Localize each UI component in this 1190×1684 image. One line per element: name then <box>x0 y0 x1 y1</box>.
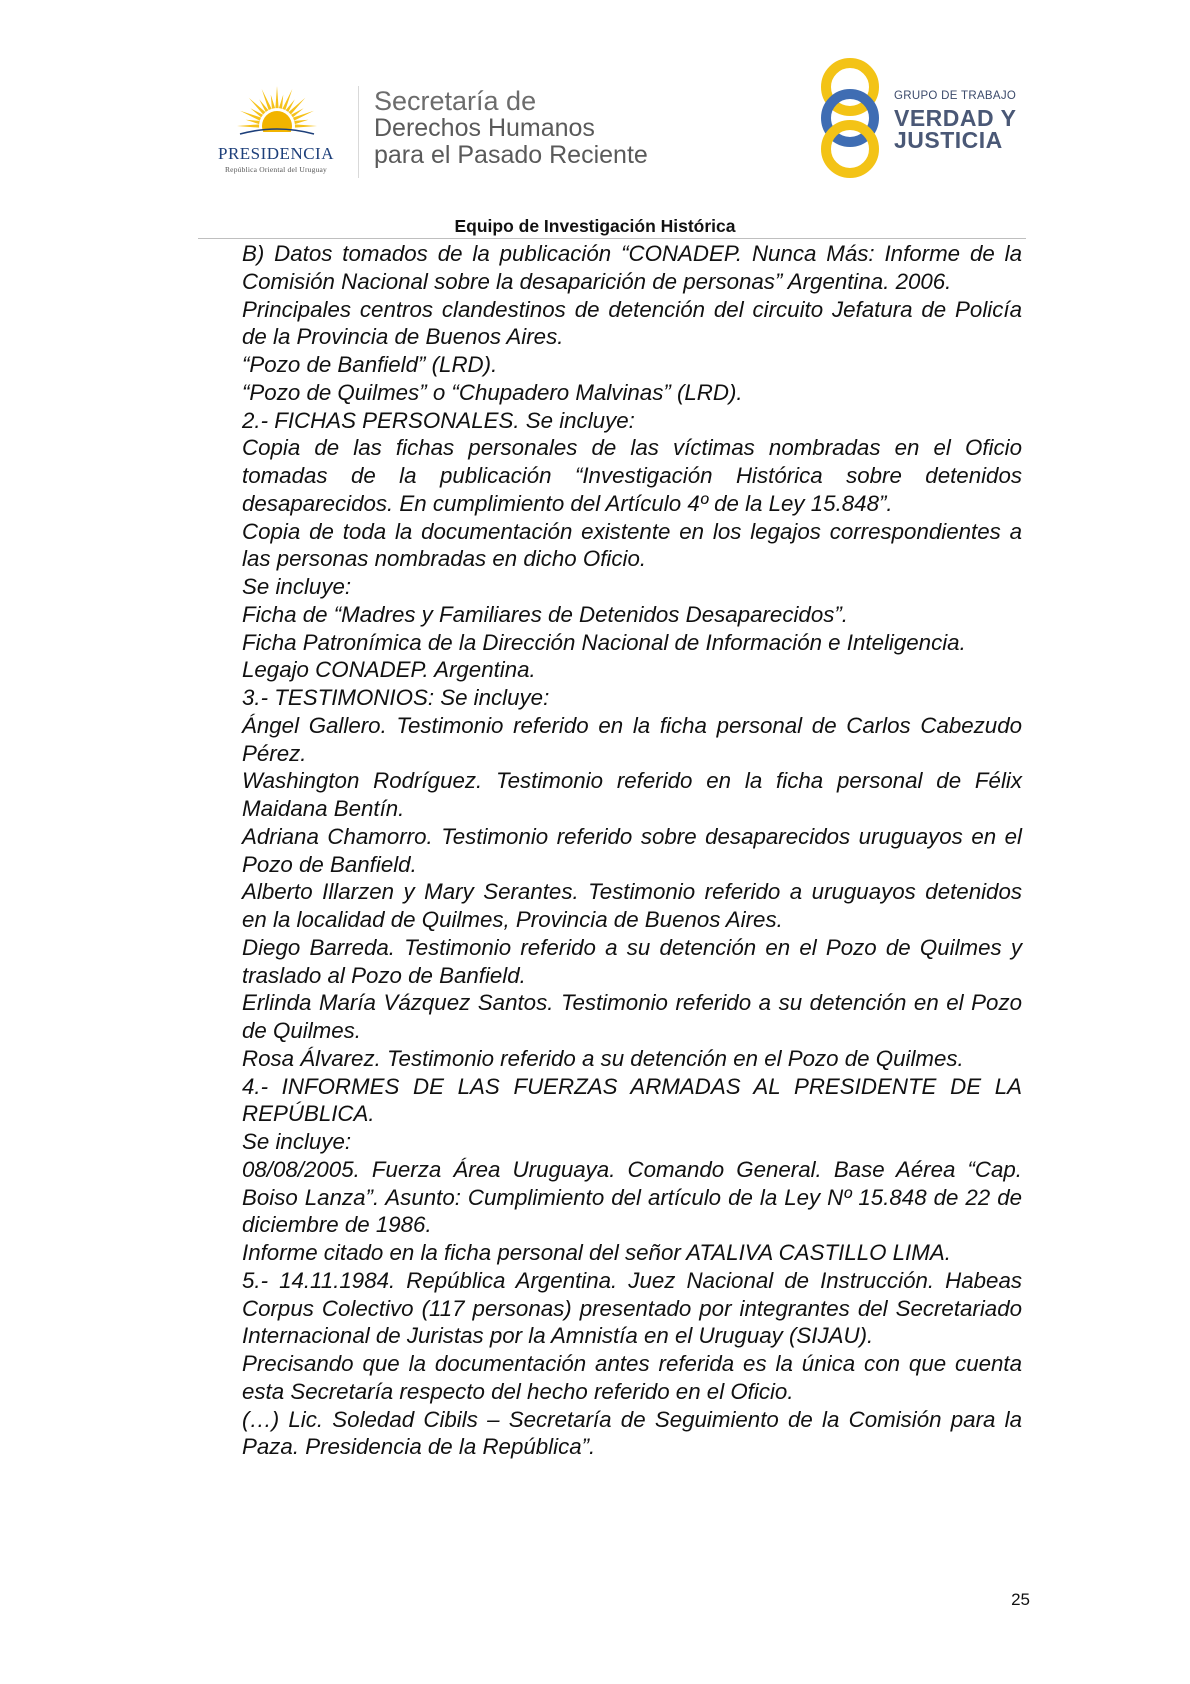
paragraph: 2.- FICHAS PERSONALES. Se incluye: <box>242 407 635 433</box>
paragraph: 08/08/2005. Fuerza Área Uruguaya. Comando General. Base Aérea “Cap. Boiso Lanza”. Asunto: Cumplimiento del artículo de la Ley Nº 15.848 de 22 de diciembre de 1986. <box>242 1156 1022 1238</box>
paragraph: Alberto Illarzen y Mary Serantes. Testimonio referido a uruguayos detenidos en la localidad de Quilmes, Provincia de Buenos Aires. <box>242 879 1022 932</box>
header-divider <box>358 86 359 178</box>
paragraph: B) Datos tomados de la publicación “CONADEP. Nunca Más: Informe de la Comisión Nacional sobre la desaparición de personas” Argentina. 2006. <box>242 241 1022 294</box>
sun-ray <box>294 120 308 124</box>
paragraph: 5.- 14.11.1984. República Argentina. Juez Nacional de Instrucción. Habeas Corpus Colectivo (117 personas) presentado por integrantes del Secretariado Internacional de Juristas por la Amnistía en el Uruguay (SIJAU). <box>242 1267 1022 1349</box>
paragraph: Ángel Gallero. Testimonio referido en la ficha personal de Carlos Cabezudo Pérez. <box>242 712 1022 766</box>
secretaria-line-1: Secretaría de <box>374 86 537 116</box>
paragraph: Ficha de “Madres y Familiares de Detenidos Desaparecidos”. <box>242 601 848 627</box>
sun-ray <box>295 124 317 127</box>
paragraph: Rosa Álvarez. Testimonio referido a su detención en el Pozo de Quilmes. <box>242 1045 964 1071</box>
presidencia-logo <box>196 82 356 174</box>
paragraph: 4.- INFORMES DE LAS FUERZAS ARMADAS AL PRESIDENTE DE LA REPÚBLICA. <box>242 1073 1022 1127</box>
secretaria-line-2: Derechos Humanos <box>374 114 595 142</box>
sun-ray <box>279 95 283 109</box>
secretaria-logo-text <box>374 88 648 169</box>
paragraph: Washington Rodríguez. Testimonio referido en la ficha personal de Félix Maidana Bentín. <box>242 768 1022 821</box>
paragraph: 3.- TESTIMONIOS: Se incluye: <box>242 685 550 710</box>
sun-ray <box>271 95 275 109</box>
paragraph: Precisando que la documentación antes referida es la única con que cuenta esta Secretaría respecto del hecho referido en el Oficio. <box>242 1351 1022 1404</box>
presidencia-subtitle: República Oriental del Uruguay <box>224 165 327 174</box>
header-rule <box>198 238 1026 239</box>
paragraph: (…) Lic. Soledad Cibils – Secretaría de Seguimiento de la Comisión para la Paza. Presidencia de la República”. <box>242 1406 1022 1460</box>
sun-ray <box>275 86 278 108</box>
paragraph: Erlinda María Vázquez Santos. Testimonio referido a su detención en el Pozo de Quilmes. <box>242 990 1022 1043</box>
paragraph: Adriana Chamorro. Testimonio referido sobre desaparecidos uruguayos en el Pozo de Banfield. <box>242 823 1022 877</box>
grupo-trabajo-logo <box>814 56 1034 180</box>
grupo-verdad-label: VERDAD Y <box>894 105 1017 131</box>
paragraph: Principales centros clandestinos de detención del circuito Jefatura de Policía de la Provincia de Buenos Aires. <box>242 296 1022 350</box>
sun-icon <box>232 82 322 148</box>
document-body <box>242 240 1022 1461</box>
grupo-justicia-label: JUSTICIA <box>894 127 1003 153</box>
paragraph: Se incluye: <box>242 574 352 599</box>
sun-ray <box>237 124 259 127</box>
paragraph: Ficha Patronímica de la Dirección Nacional de Información e Inteligencia. <box>242 629 966 655</box>
rings-icon <box>814 56 892 180</box>
secretaria-line-3: para el Pasado Reciente <box>374 141 648 169</box>
paragraph: Informe citado en la ficha personal del señor ATALIVA CASTILLO LIMA. <box>242 1240 951 1265</box>
paragraph: Diego Barreda. Testimonio referido a su detención en el Pozo de Quilmes y traslado al Pozo de Banfield. <box>242 934 1022 988</box>
grupo-trabajo-label: GRUPO DE TRABAJO <box>894 90 1017 102</box>
sun-ray <box>246 120 260 124</box>
paragraph: Copia de toda la documentación existente en los legajos correspondientes a las personas nombradas en dicho Oficio. <box>242 518 1022 572</box>
paragraph: Copia de las fichas personales de las víctimas nombradas en el Oficio tomadas de la publicación “Investigación Histórica sobre detenidos desaparecidos. En cumplimiento del Artículo 4º de la Ley 15.848”. <box>242 435 1022 516</box>
presidencia-name: PRESIDENCIA <box>217 144 334 163</box>
section-title: Equipo de Investigación Histórica <box>454 216 736 236</box>
page-number: 25 <box>1011 1590 1030 1609</box>
paragraph: Legajo CONADEP. Argentina. <box>242 657 536 683</box>
paragraph: “Pozo de Banfield” (LRD). <box>242 352 498 377</box>
paragraph: “Pozo de Quilmes” o “Chupadero Malvinas” (LRD). <box>242 379 743 405</box>
paragraph: Se incluye: <box>242 1129 352 1154</box>
